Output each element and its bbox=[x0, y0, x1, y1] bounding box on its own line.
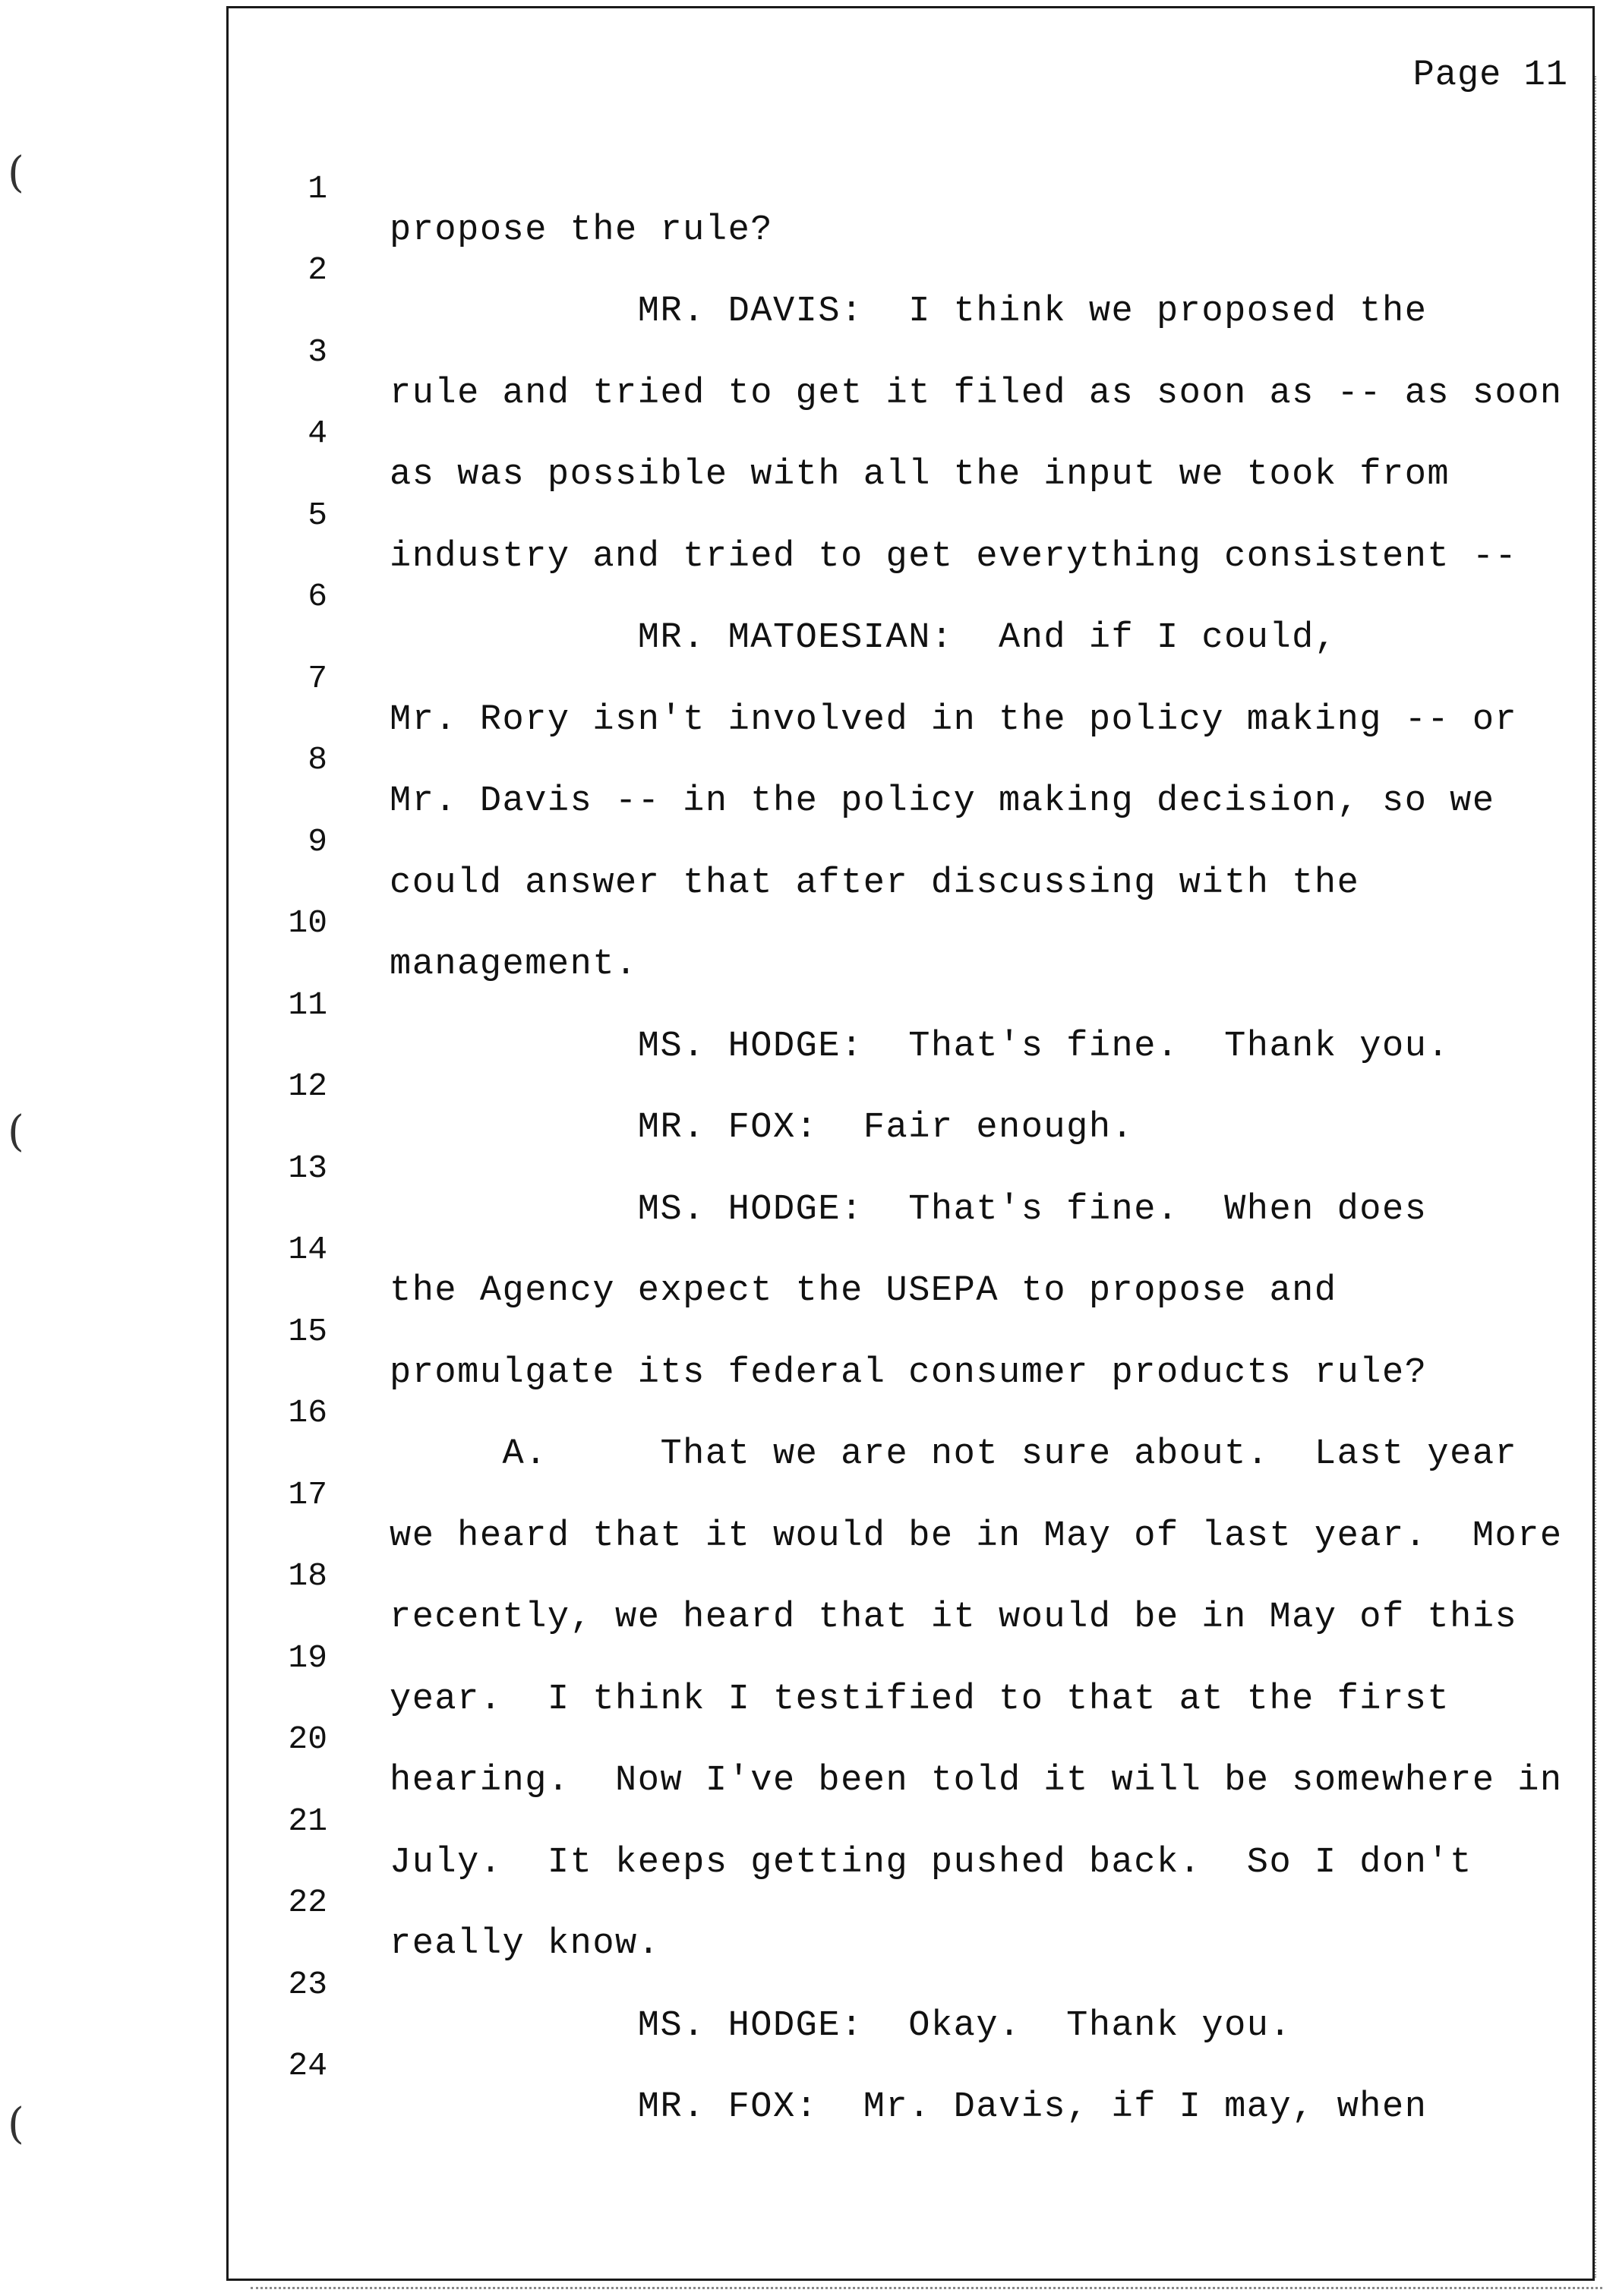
line-number: 12 bbox=[288, 1068, 327, 1105]
line-number: 4 bbox=[308, 415, 327, 452]
line-text: the Agency expect the USEPA to propose and bbox=[390, 1271, 1337, 1311]
transcript-line bbox=[229, 1762, 1588, 1883]
line-text: industry and tried to get everything consistent -- bbox=[390, 537, 1518, 577]
line-text: really know. bbox=[390, 1924, 661, 1964]
line-text: MS. HODGE: That's fine. When does bbox=[390, 1190, 1428, 1230]
transcript-line bbox=[229, 1925, 1588, 2046]
line-text: could answer that after discussing with the bbox=[390, 863, 1360, 904]
line-text: A. That we are not sure about. Last year bbox=[390, 1434, 1518, 1474]
line-number: 22 bbox=[288, 1884, 327, 1921]
transcript-line bbox=[229, 1599, 1588, 1720]
binder-mark-top: ( bbox=[8, 148, 24, 197]
transcript-line bbox=[229, 1436, 1588, 1556]
line-number: 18 bbox=[288, 1557, 327, 1594]
line-number: 13 bbox=[288, 1150, 327, 1187]
line-number: 11 bbox=[288, 986, 327, 1023]
transcript-line bbox=[229, 1109, 1588, 1230]
line-number: 6 bbox=[308, 578, 327, 615]
transcript-line bbox=[229, 701, 1588, 822]
scan-edge-bottom bbox=[251, 2287, 1602, 2292]
line-number: 24 bbox=[288, 2047, 327, 2084]
line-number: 16 bbox=[288, 1394, 327, 1431]
line-text: MR. FOX: Fair enough. bbox=[390, 1108, 1135, 1148]
line-text: MR. FOX: Mr. Davis, if I may, when bbox=[390, 2087, 1428, 2127]
binder-mark-bottom: ( bbox=[8, 2099, 24, 2149]
line-text: as was possible with all the input we took from bbox=[390, 455, 1450, 495]
line-text: promulgate its federal consumer products rule? bbox=[390, 1353, 1428, 1393]
line-number: 2 bbox=[308, 251, 327, 289]
transcript-page bbox=[226, 6, 1595, 2281]
line-number: 10 bbox=[288, 904, 327, 941]
page-number: Page 11 bbox=[1412, 55, 1568, 96]
transcript-line bbox=[229, 783, 1588, 904]
line-text: rule and tried to get it filed as soon as -- as soon bbox=[390, 374, 1563, 414]
line-number: 17 bbox=[288, 1476, 327, 1513]
transcript-line bbox=[229, 456, 1588, 577]
line-text: July. It keeps getting pushed back. So I don't bbox=[390, 1843, 1472, 1883]
line-number: 7 bbox=[308, 660, 327, 697]
transcript-line bbox=[229, 620, 1588, 740]
binder-mark-middle: ( bbox=[8, 1107, 24, 1156]
line-number: 21 bbox=[288, 1802, 327, 1840]
transcript-line bbox=[229, 1273, 1588, 1393]
transcript-line bbox=[229, 130, 1588, 251]
line-text: MS. HODGE: That's fine. Thank you. bbox=[390, 1027, 1450, 1067]
line-number: 3 bbox=[308, 333, 327, 371]
line-text: year. I think I testified to that at the first bbox=[390, 1679, 1450, 1720]
line-text: management. bbox=[390, 945, 638, 985]
transcript-line bbox=[229, 2007, 1588, 2127]
transcript-line bbox=[229, 538, 1588, 658]
line-text: propose the rule? bbox=[390, 210, 773, 251]
transcript-line bbox=[229, 1517, 1588, 1638]
line-text: hearing. Now I've been told it will be somewhere in bbox=[390, 1761, 1563, 1801]
transcript-line bbox=[229, 864, 1588, 985]
line-text: Mr. Davis -- in the policy making decision, so we bbox=[390, 781, 1495, 822]
line-number: 19 bbox=[288, 1639, 327, 1676]
line-number: 14 bbox=[288, 1231, 327, 1268]
line-number: 5 bbox=[308, 497, 327, 534]
transcript-line bbox=[229, 1680, 1588, 1801]
line-number: 20 bbox=[288, 1720, 327, 1758]
transcript-line bbox=[229, 1027, 1588, 1148]
line-number: 1 bbox=[308, 170, 327, 207]
transcript-line bbox=[229, 1843, 1588, 1964]
transcript-line bbox=[229, 293, 1588, 414]
transcript-line bbox=[229, 946, 1588, 1067]
scan-edge-right bbox=[1595, 76, 1611, 2278]
line-number: 23 bbox=[288, 1966, 327, 2003]
transcript-line bbox=[229, 374, 1588, 495]
line-text: MS. HODGE: Okay. Thank you. bbox=[390, 2006, 1292, 2046]
line-number: 15 bbox=[288, 1313, 327, 1350]
transcript-line bbox=[229, 1191, 1588, 1311]
transcript-line bbox=[229, 211, 1588, 332]
line-text: MR. DAVIS: I think we proposed the bbox=[390, 292, 1428, 332]
line-text: MR. MATOESIAN: And if I could, bbox=[390, 618, 1337, 658]
line-number: 9 bbox=[308, 823, 327, 860]
line-number: 8 bbox=[308, 741, 327, 778]
line-text: we heard that it would be in May of last year. More bbox=[390, 1516, 1563, 1556]
transcript-line bbox=[229, 1354, 1588, 1474]
line-text: Mr. Rory isn't involved in the policy making -- or bbox=[390, 700, 1518, 740]
line-text: recently, we heard that it would be in May of this bbox=[390, 1597, 1518, 1638]
